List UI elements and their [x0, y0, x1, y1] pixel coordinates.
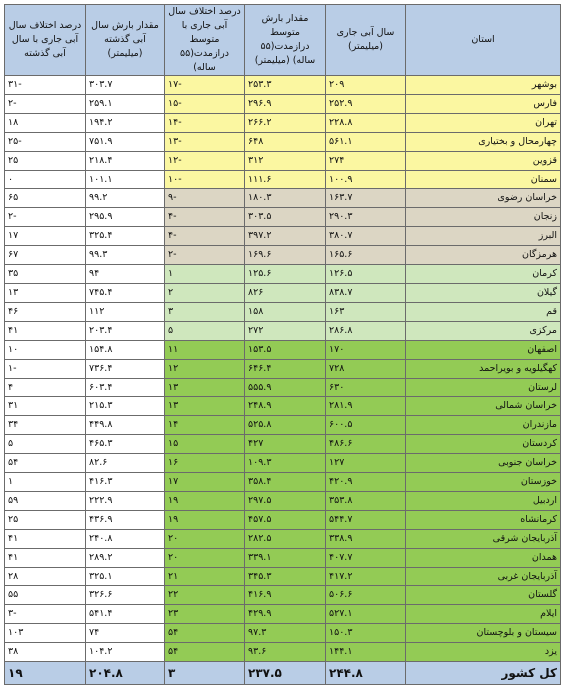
last-year-cell: ۲۵۹.۱ [86, 94, 165, 113]
current-year-cell: ۱۶۵.۶ [326, 246, 406, 265]
province-cell: هرمزگان [406, 246, 561, 265]
header-province: استان [406, 5, 561, 76]
pct-vs-avg-cell: ۱۹ [165, 510, 245, 529]
pct-vs-avg-cell: -۱۷ [165, 76, 245, 95]
last-year-cell: ۱۵۴.۸ [86, 340, 165, 359]
pct-vs-avg-cell: -۴ [165, 227, 245, 246]
province-cell: سمنان [406, 170, 561, 189]
pct-vs-avg-cell: ۲۰ [165, 529, 245, 548]
pct-vs-last-cell: ۳۵ [5, 265, 86, 284]
long-term-avg-cell: ۸۲۶ [245, 283, 326, 302]
province-cell: خراسان شمالی [406, 397, 561, 416]
last-year-cell: ۷۵۱.۹ [86, 132, 165, 151]
province-cell: کردستان [406, 435, 561, 454]
header-current-year: سال آبی جاری (میلیمتر) [326, 5, 406, 76]
province-cell: البرز [406, 227, 561, 246]
current-year-cell: ۶۰۰.۵ [326, 416, 406, 435]
province-cell: خراسان رضوی [406, 189, 561, 208]
pct-vs-last-cell: ۴۱ [5, 321, 86, 340]
current-year-cell: ۶۳۰ [326, 378, 406, 397]
last-year-cell: ۱۰۱.۱ [86, 170, 165, 189]
long-term-avg-cell: ۱۰۹.۳ [245, 454, 326, 473]
long-term-avg-cell: ۱۸۰.۳ [245, 189, 326, 208]
pct-vs-avg-cell: ۱۹ [165, 491, 245, 510]
current-year-cell: ۵۲۷.۱ [326, 605, 406, 624]
table-row [5, 473, 561, 492]
province-cell: مازندران [406, 416, 561, 435]
pct-vs-avg-cell: ۱۳ [165, 397, 245, 416]
long-term-avg-cell: ۲۵۳.۳ [245, 76, 326, 95]
pct-vs-last-cell: ۲۵ [5, 510, 86, 529]
long-term-avg-cell: ۵۵۵.۹ [245, 378, 326, 397]
long-term-avg-cell: ۲۸۲.۵ [245, 529, 326, 548]
province-cell: اصفهان [406, 340, 561, 359]
pct-vs-last-cell: ۵۹ [5, 491, 86, 510]
last-year-cell: ۴۴۹.۸ [86, 416, 165, 435]
province-cell: قم [406, 302, 561, 321]
last-year-cell: ۵۴۱.۴ [86, 605, 165, 624]
table-row [5, 340, 561, 359]
table-row [5, 227, 561, 246]
pct-vs-avg-cell: ۱ [165, 265, 245, 284]
long-term-avg-cell: ۳۴۵.۳ [245, 567, 326, 586]
table-row [5, 208, 561, 227]
long-term-avg-cell: ۵۲۵.۸ [245, 416, 326, 435]
pct-vs-last-cell: ۵۴ [5, 454, 86, 473]
table-row [5, 151, 561, 170]
current-year-cell: ۲۲۸.۸ [326, 113, 406, 132]
table-row [5, 265, 561, 284]
province-cell: آذربایجان شرقی [406, 529, 561, 548]
long-term-avg-cell: ۲۹۷.۵ [245, 491, 326, 510]
last-year-cell: ۸۲.۶ [86, 454, 165, 473]
last-year-cell: ۹۴ [86, 265, 165, 284]
pct-vs-avg-cell: ۲۱ [165, 567, 245, 586]
long-term-avg-cell: ۱۵۳.۵ [245, 340, 326, 359]
province-cell: قزوین [406, 151, 561, 170]
pct-vs-last-cell: ۳۴ [5, 416, 86, 435]
province-cell: سیستان و بلوچستان [406, 624, 561, 643]
pct-vs-avg-cell: ۱۶ [165, 454, 245, 473]
pct-vs-last-cell: ۲۸ [5, 567, 86, 586]
pct-vs-last-cell: ۱۰ [5, 340, 86, 359]
province-cell: خراسان جنوبی [406, 454, 561, 473]
table-row [5, 302, 561, 321]
last-year-cell: ۲۱۸.۴ [86, 151, 165, 170]
province-cell: کرمانشاه [406, 510, 561, 529]
province-cell: تهران [406, 113, 561, 132]
pct-vs-last-cell: ۱ [5, 473, 86, 492]
long-term-avg-cell: ۲۴۸.۹ [245, 397, 326, 416]
pct-vs-last-cell: ۳۱ [5, 397, 86, 416]
province-cell: همدان [406, 548, 561, 567]
total-row [5, 662, 561, 685]
pct-vs-avg-cell: ۱۱ [165, 340, 245, 359]
pct-vs-avg-cell: ۲ [165, 283, 245, 302]
table-row [5, 435, 561, 454]
pct-vs-avg-cell: -۱۴ [165, 113, 245, 132]
last-year-cell: ۲۸۹.۲ [86, 548, 165, 567]
table-row [5, 246, 561, 265]
pct-vs-avg-cell: ۲۲ [165, 586, 245, 605]
current-year-cell: ۵۴۴.۷ [326, 510, 406, 529]
province-cell: کهگیلویه و بویراحمد [406, 359, 561, 378]
pct-vs-last-cell: ۱۸ [5, 113, 86, 132]
table-row [5, 605, 561, 624]
pct-vs-last-cell: ۳۸ [5, 643, 86, 662]
pct-vs-last-cell: -۱ [5, 359, 86, 378]
pct-vs-avg-cell: ۲۳ [165, 605, 245, 624]
pct-vs-avg-cell: ۱۵ [165, 435, 245, 454]
pct-vs-last-cell: ۱۰۳ [5, 624, 86, 643]
table-row [5, 397, 561, 416]
total-pct-last: ۱۹ [5, 662, 86, 685]
pct-vs-last-cell: ۶۷ [5, 246, 86, 265]
pct-vs-last-cell: -۳ [5, 605, 86, 624]
pct-vs-avg-cell: -۴ [165, 208, 245, 227]
province-cell: فارس [406, 94, 561, 113]
table-row [5, 170, 561, 189]
current-year-cell: ۳۵۳.۸ [326, 491, 406, 510]
pct-vs-last-cell: ۴ [5, 378, 86, 397]
current-year-cell: ۲۵۲.۹ [326, 94, 406, 113]
last-year-cell: ۹۹.۳ [86, 246, 165, 265]
table-row [5, 624, 561, 643]
last-year-cell: ۱۱۲ [86, 302, 165, 321]
header-long-term-avg: مقدار بارش متوسط درازمدت(۵۵ ساله) (میلیمتر) [245, 5, 326, 76]
current-year-cell: ۴۸۶.۶ [326, 435, 406, 454]
current-year-cell: ۱۷۰ [326, 340, 406, 359]
last-year-cell: ۷۳۶.۴ [86, 359, 165, 378]
pct-vs-last-cell: ۵ [5, 435, 86, 454]
table-row [5, 189, 561, 208]
current-year-cell: ۲۸۶.۸ [326, 321, 406, 340]
table-row [5, 378, 561, 397]
pct-vs-avg-cell: ۱۲ [165, 359, 245, 378]
last-year-cell: ۳۲۵.۴ [86, 227, 165, 246]
province-cell: یزد [406, 643, 561, 662]
table-row [5, 586, 561, 605]
pct-vs-avg-cell: -۱۰ [165, 170, 245, 189]
current-year-cell: ۴۰۷.۷ [326, 548, 406, 567]
total-province: کل کشور [406, 662, 561, 685]
last-year-cell: ۲۹۵.۹ [86, 208, 165, 227]
current-year-cell: ۸۳۸.۷ [326, 283, 406, 302]
current-year-cell: ۱۲۶.۵ [326, 265, 406, 284]
header-pct-vs-last: درصد اختلاف سال آبی جاری با سال آبی گذشته [5, 5, 86, 76]
long-term-avg-cell: ۴۵۷.۵ [245, 510, 326, 529]
current-year-cell: ۲۷۴ [326, 151, 406, 170]
table-row [5, 132, 561, 151]
current-year-cell: ۵۰۶.۶ [326, 586, 406, 605]
last-year-cell: ۴۶۵.۳ [86, 435, 165, 454]
last-year-cell: ۶۰۳.۴ [86, 378, 165, 397]
pct-vs-last-cell: ۰ [5, 170, 86, 189]
table-row [5, 416, 561, 435]
last-year-cell: ۳۲۵.۱ [86, 567, 165, 586]
pct-vs-last-cell: ۴۶ [5, 302, 86, 321]
long-term-avg-cell: ۲۷۲ [245, 321, 326, 340]
table-row [5, 359, 561, 378]
province-cell: بوشهر [406, 76, 561, 95]
long-term-avg-cell: ۳۵۸.۴ [245, 473, 326, 492]
last-year-cell: ۴۳۶.۹ [86, 510, 165, 529]
pct-vs-avg-cell: -۲ [165, 246, 245, 265]
last-year-cell: ۱۹۴.۲ [86, 113, 165, 132]
table-row [5, 76, 561, 95]
pct-vs-avg-cell: -۱۳ [165, 132, 245, 151]
table-row [5, 491, 561, 510]
current-year-cell: ۳۸۰.۷ [326, 227, 406, 246]
table-body [5, 76, 561, 662]
province-cell: اردبیل [406, 491, 561, 510]
last-year-cell: ۴۱۶.۳ [86, 473, 165, 492]
pct-vs-avg-cell: ۱۷ [165, 473, 245, 492]
current-year-cell: ۱۵۰.۳ [326, 624, 406, 643]
table-row [5, 643, 561, 662]
last-year-cell: ۲۴۰.۸ [86, 529, 165, 548]
pct-vs-avg-cell: ۱۴ [165, 416, 245, 435]
pct-vs-last-cell: -۲ [5, 94, 86, 113]
province-cell: گیلان [406, 283, 561, 302]
current-year-cell: ۴۲۰.۹ [326, 473, 406, 492]
last-year-cell: ۳۰۳.۷ [86, 76, 165, 95]
province-cell: زنجان [406, 208, 561, 227]
pct-vs-last-cell: -۲ [5, 208, 86, 227]
pct-vs-last-cell: ۴۱ [5, 529, 86, 548]
pct-vs-avg-cell: ۲۰ [165, 548, 245, 567]
long-term-avg-cell: ۱۵۸ [245, 302, 326, 321]
header-row [5, 5, 561, 76]
long-term-avg-cell: ۳۹۷.۲ [245, 227, 326, 246]
current-year-cell: ۳۳۸.۹ [326, 529, 406, 548]
table-row [5, 529, 561, 548]
province-cell: کرمان [406, 265, 561, 284]
pct-vs-last-cell: ۴۱ [5, 548, 86, 567]
long-term-avg-cell: ۱۱۱.۶ [245, 170, 326, 189]
total-last: ۲۰۴.۸ [86, 662, 165, 685]
pct-vs-avg-cell: ۵ [165, 321, 245, 340]
table-row [5, 113, 561, 132]
pct-vs-avg-cell: -۱۵ [165, 94, 245, 113]
last-year-cell: ۳۲۶.۶ [86, 586, 165, 605]
long-term-avg-cell: ۳۳۹.۱ [245, 548, 326, 567]
current-year-cell: ۲۸۱.۹ [326, 397, 406, 416]
pct-vs-last-cell: ۶۵ [5, 189, 86, 208]
long-term-avg-cell: ۳۰۳.۵ [245, 208, 326, 227]
long-term-avg-cell: ۱۲۵.۶ [245, 265, 326, 284]
pct-vs-last-cell: ۱۷ [5, 227, 86, 246]
table-row [5, 567, 561, 586]
pct-vs-last-cell: ۲۵ [5, 151, 86, 170]
current-year-cell: ۱۶۳.۷ [326, 189, 406, 208]
long-term-avg-cell: ۴۲۹.۹ [245, 605, 326, 624]
pct-vs-avg-cell: -۱۲ [165, 151, 245, 170]
current-year-cell: ۲۰۹ [326, 76, 406, 95]
current-year-cell: ۱۰۰.۹ [326, 170, 406, 189]
header-pct-vs-avg: درصد اختلاف سال آبی جاری با متوسط درازمدت(۵۵ ساله) [165, 5, 245, 76]
current-year-cell: ۱۴۴.۱ [326, 643, 406, 662]
table-row [5, 548, 561, 567]
province-cell: مرکزی [406, 321, 561, 340]
table-row [5, 321, 561, 340]
last-year-cell: ۹۹.۲ [86, 189, 165, 208]
current-year-cell: ۱۲۷ [326, 454, 406, 473]
current-year-cell: ۷۲۸ [326, 359, 406, 378]
table-row [5, 94, 561, 113]
rainfall-table [4, 4, 561, 685]
current-year-cell: ۴۱۷.۲ [326, 567, 406, 586]
pct-vs-avg-cell: ۱۳ [165, 378, 245, 397]
long-term-avg-cell: ۲۶۶.۲ [245, 113, 326, 132]
table-row [5, 510, 561, 529]
last-year-cell: ۱۰۴.۲ [86, 643, 165, 662]
long-term-avg-cell: ۴۱۶.۹ [245, 586, 326, 605]
pct-vs-avg-cell: -۹ [165, 189, 245, 208]
total-pct-avg: ۳ [165, 662, 245, 685]
last-year-cell: ۲۰۳.۴ [86, 321, 165, 340]
long-term-avg-cell: ۴۲۷ [245, 435, 326, 454]
last-year-cell: ۷۴ [86, 624, 165, 643]
long-term-avg-cell: ۲۹۶.۹ [245, 94, 326, 113]
pct-vs-last-cell: ۵۵ [5, 586, 86, 605]
pct-vs-avg-cell: ۵۴ [165, 643, 245, 662]
long-term-avg-cell: ۱۶۹.۶ [245, 246, 326, 265]
pct-vs-last-cell: -۲۵ [5, 132, 86, 151]
last-year-cell: ۲۲۲.۹ [86, 491, 165, 510]
pct-vs-last-cell: -۳۱ [5, 76, 86, 95]
total-avg: ۲۳۷.۵ [245, 662, 326, 685]
table-row [5, 283, 561, 302]
header-last-year: مقدار بارش سال آبی گذشته (میلیمتر) [86, 5, 165, 76]
province-cell: ایلام [406, 605, 561, 624]
current-year-cell: ۵۶۱.۱ [326, 132, 406, 151]
current-year-cell: ۲۹۰.۳ [326, 208, 406, 227]
total-current: ۲۴۴.۸ [326, 662, 406, 685]
pct-vs-avg-cell: ۵۴ [165, 624, 245, 643]
province-cell: آذربایجان غربی [406, 567, 561, 586]
long-term-avg-cell: ۶۴۸ [245, 132, 326, 151]
long-term-avg-cell: ۳۱۲ [245, 151, 326, 170]
current-year-cell: ۱۶۳ [326, 302, 406, 321]
pct-vs-avg-cell: ۳ [165, 302, 245, 321]
long-term-avg-cell: ۹۷.۳ [245, 624, 326, 643]
long-term-avg-cell: ۶۴۶.۴ [245, 359, 326, 378]
province-cell: خوزستان [406, 473, 561, 492]
last-year-cell: ۲۱۵.۳ [86, 397, 165, 416]
last-year-cell: ۷۴۵.۴ [86, 283, 165, 302]
province-cell: چهارمحال و بختیاری [406, 132, 561, 151]
pct-vs-last-cell: ۱۳ [5, 283, 86, 302]
province-cell: لرستان [406, 378, 561, 397]
long-term-avg-cell: ۹۳.۶ [245, 643, 326, 662]
province-cell: گلستان [406, 586, 561, 605]
table-row [5, 454, 561, 473]
